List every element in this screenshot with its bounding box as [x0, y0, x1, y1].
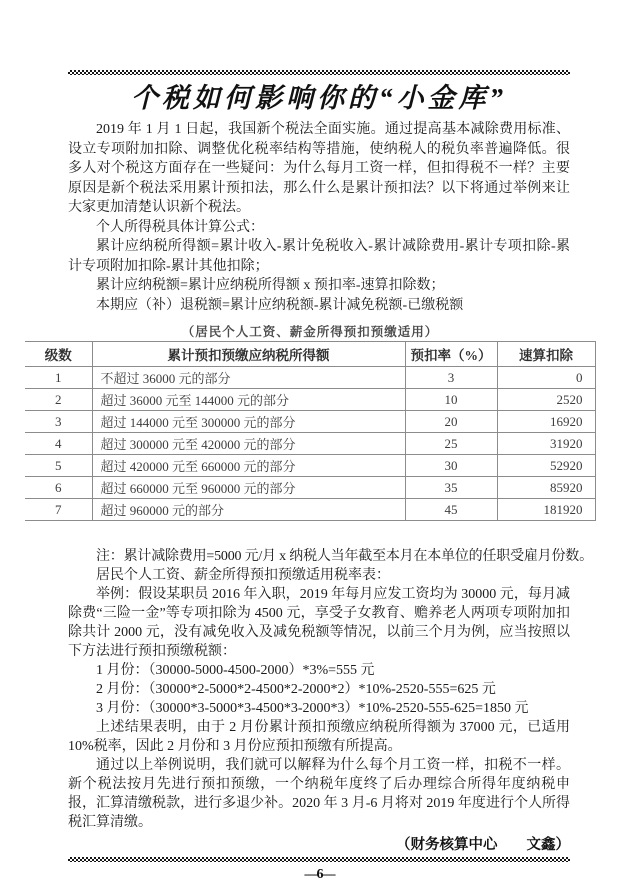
notes-section: [68, 547, 593, 832]
conclusion-paragraph: 通过以上举例说明，我们就可以解释为什么每个月工资一样，扣税不一样。新个税法按月先进行预扣预缴，一个纳税年度终了后办理综合所得年度纳税申报，汇算清缴税款，进行多退少补。2020 年 3 月-6 月将对 2019 年度进行个人所得税汇算清缴。: [68, 758, 570, 830]
note-line: 注：累计减除费用=5000 元/月 x 纳税人当年截至本月在本单位的任职受雇月份数。: [96, 549, 593, 564]
intro-section: [68, 120, 570, 315]
formula-lead: 个人所得税具体计算公式：: [96, 219, 264, 235]
cell-rate: 45: [405, 499, 497, 521]
cell-deduction: 31920: [497, 433, 595, 455]
cell-bracket: 超过 300000 元至 420000 元的部分: [92, 433, 405, 455]
formula-refund: 本期应（补）退税额=累计应纳税额-累计减免税额-已缴税额: [96, 297, 464, 313]
header-taxable-income: 累计预扣预缴应纳税所得额: [92, 342, 405, 367]
cell-level: 2: [25, 389, 92, 411]
tax-rate-table: [25, 341, 596, 521]
cell-level: 4: [25, 433, 92, 455]
table-row: [25, 499, 595, 521]
cell-level: 5: [25, 455, 92, 477]
table-reference-line: 居民个人工资、薪金所得预扣预缴适用税率表：: [96, 568, 390, 583]
formula-taxable-income: 累计应纳税所得额=累计收入-累计免税收入-累计减除费用-累计专项扣除-累计专项附加扣除-累计其他扣除；: [68, 239, 570, 274]
cell-bracket: 超过 660000 元至 960000 元的部分: [92, 477, 405, 499]
tax-rate-table-block: [25, 323, 595, 521]
author-signature: （财务核算中心 文鑫）: [396, 837, 570, 853]
header-withholding-rate: 预扣率（%）: [405, 342, 497, 367]
cell-level: 3: [25, 411, 92, 433]
intro-paragraph: 2019 年 1 月 1 日起，我国新个税法全面实施。通过提高基本减除费用标准、设立专项附加扣除、调整优化税率结构等措施，使纳税人的税负率普遍降低。很多人对个税这方面存在一些疑问：为什么每月工资一样，但扣得税不一样？主要原因是新个税法采用累计预扣法，那么什么是累计预扣法？以下将通过举例来让大家更加清楚认识新个税法。: [68, 122, 570, 215]
page-number: —6—: [304, 867, 334, 882]
cell-deduction: 181920: [497, 499, 595, 521]
document-title: 个税如何影响你的“小金库”: [131, 83, 507, 113]
table-caption: （居民个人工资、薪金所得预扣预缴适用）: [181, 325, 439, 339]
cell-deduction: 0: [497, 367, 595, 389]
table-row: [25, 433, 595, 455]
cell-rate: 30: [405, 455, 497, 477]
cell-bracket: 超过 420000 元至 660000 元的部分: [92, 455, 405, 477]
cell-rate: 20: [405, 411, 497, 433]
top-decorative-rule: [68, 70, 570, 75]
cell-deduction: 85920: [497, 477, 595, 499]
table-row: [25, 411, 595, 433]
cell-rate: 3: [405, 367, 497, 389]
cell-rate: 10: [405, 389, 497, 411]
cell-rate: 25: [405, 433, 497, 455]
cell-rate: 35: [405, 477, 497, 499]
table-row: [25, 367, 595, 389]
cell-deduction: 52920: [497, 455, 595, 477]
table-row: [25, 455, 595, 477]
cell-bracket: 超过 144000 元至 300000 元的部分: [92, 411, 405, 433]
table-row: [25, 477, 595, 499]
table-header-row: [25, 342, 595, 367]
cell-bracket: 超过 960000 元的部分: [92, 499, 405, 521]
formula-tax-payable: 累计应纳税额=累计应纳税所得额 x 预扣率-速算扣除数；: [96, 278, 445, 293]
header-quick-deduction: 速算扣除: [497, 342, 595, 367]
cell-deduction: 2520: [497, 389, 595, 411]
cell-bracket: 不超过 36000 元的部分: [92, 367, 405, 389]
cell-deduction: 16920: [497, 411, 595, 433]
month3-calculation: 3 月份：（30000*3-5000*3-4500*3-2000*3）*10%-2520-555-625=1850 元: [96, 701, 529, 716]
header-level: 级数: [25, 342, 92, 367]
result-paragraph: 上述结果表明，由于 2 月份累计预扣预缴应纳税所得额为 37000 元，已适用 10%税率，因此 2 月份和 3 月份应预扣预缴有所提高。: [68, 720, 570, 754]
month2-calculation: 2 月份：（30000*2-5000*2-4500*2-2000*2）*10%-2520-555=625 元: [96, 682, 496, 697]
month1-calculation: 1 月份：（30000-5000-4500-2000）*3%=555 元: [96, 663, 375, 678]
bottom-decorative-rule: [68, 857, 570, 862]
example-paragraph: 举例：假设某职员 2016 年入职，2019 年每月应发工资均为 30000 元，每月减除费“三险一金”等专项扣除为 4500 元，享受子女教育、赡养老人两项专项附加扣除共计 2000 元，没有减免收入及减免税额等情况，以前三个月为例，应当按照以下方法进行预扣预缴税额：: [68, 587, 570, 659]
cell-bracket: 超过 36000 元至 144000 元的部分: [92, 389, 405, 411]
table-row: [25, 389, 595, 411]
cell-level: 6: [25, 477, 92, 499]
cell-level: 7: [25, 499, 92, 521]
cell-level: 1: [25, 367, 92, 389]
